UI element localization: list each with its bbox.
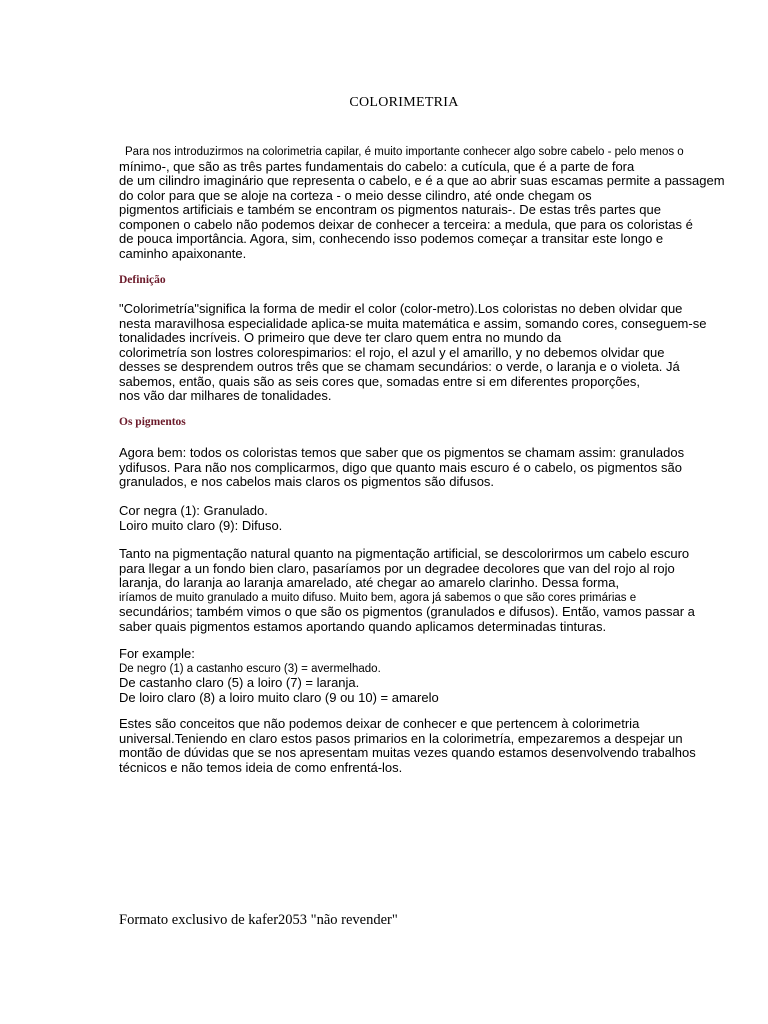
definicao-line: "Colorimetría"significa la forma de medir el color (color-metro).Los coloristas no deben olvidar que	[119, 301, 683, 316]
pigmentos-line: Cor negra (1): Granulado.	[119, 503, 268, 518]
intro-paragraph	[119, 145, 725, 261]
definicao-line: tonalidades incríveis. O primeiro que deve ter claro quem entra no mundo da	[119, 330, 562, 345]
closing-line: técnicos e não temos ideia de como enfrentá-los.	[119, 759, 403, 775]
pigmentos-paragraph-1	[119, 446, 719, 490]
example-label: For example:	[119, 646, 195, 661]
section-heading-definicao: Definição	[119, 274, 166, 286]
pigmentos-line: laranja, do laranja ao laranja amarelado, até chegar ao amarelo clarinho. Dessa forma,	[119, 575, 620, 590]
definicao-line: desses se desprendem outros três que se chamam secundários: o verde, o laranja e o violeta. Já	[119, 359, 680, 374]
intro-line: componen o cabelo não podemos deixar de conhecer a terceira: a medula, que para os coloristas é	[119, 216, 693, 232]
pigmentos-line: granulados, e nos cabelos mais claros os pigmentos são difusos.	[119, 474, 495, 489]
definicao-line: colorimetría son lostres colorespimarios: el rojo, el azul y el amarillo, y no debemos olvidar que	[119, 344, 665, 360]
intro-line: Para nos introduzirmos na colorimetria capilar, é muito importante conhecer algo sobre cabelo - pelo menos o	[125, 146, 684, 158]
intro-line: de um cilindro imaginário que representa o cabelo, e é a que ao abrir suas escamas permite a passagem	[119, 173, 725, 188]
document-title: COLORIMETRIA	[349, 95, 459, 110]
definicao-line: sabemos, então, quais são as seis cores que, somadas entre si em diferentes proporções,	[119, 373, 641, 389]
pigmentos-line: secundários; também vimos o que são os pigmentos (granulados e difusos). Então, vamos passar a	[119, 604, 695, 619]
intro-line: pigmentos artificiais e também se encontram os pigmentos naturais-. De estas três partes que	[119, 202, 661, 217]
definicao-line: nos vão dar milhares de tonalidades.	[119, 388, 332, 403]
intro-line: do color para que se aloje na corteza - o meio desse cilindro, até onde chegam os	[119, 187, 592, 203]
closing-line: universal.Teniendo en claro estos pasos primarios en la colorimetría, empezaremos a despejar un	[119, 730, 683, 746]
closing-line: Estes são conceitos que não podemos deixar de conhecer e que pertencem à colorimetria	[119, 716, 640, 731]
pigmentos-line: saber quais pigmentos estamos aportando quando aplicamos determinadas tinturas.	[119, 618, 607, 634]
definicao-line: nesta maravilhosa especialidade aplica-se muita matemática e assim, somando cores, conseguem-se	[119, 315, 707, 331]
pigmentos-line: ydifusos. Para não nos complicarmos, digo que quanto mais escuro é o cabelo, os pigmentos são	[119, 459, 682, 475]
closing-line: montão de dúvidas que se nos apresentam muitas vezes quando estamos desenvolvendo trabalhos	[119, 745, 696, 760]
pigmentos-paragraph-2	[119, 504, 719, 533]
pigmentos-line: iríamos de muito granulado a muito difuso. Muito bem, agora já sabemos o que são cores primárias e	[119, 591, 637, 604]
example-block	[119, 647, 719, 705]
intro-line: mínimo-, que são as três partes fundamentais do cabelo: a cutícula, que é a parte de fora	[119, 158, 635, 174]
pigmentos-line: Loiro muito claro (9): Difuso.	[119, 517, 283, 533]
document-footer: Formato exclusivo de kafer2053 "não revender"	[119, 912, 398, 928]
closing-paragraph	[119, 717, 719, 775]
pigmentos-line: Tanto na pigmentação natural quanto na pigmentação artificial, se descolorirmos um cabelo escuro	[119, 546, 690, 561]
example-line: De castanho claro (5) a loiro (7) = laranja.	[119, 675, 360, 690]
pigmentos-line: para llegar a un fondo bien claro, pasaríamos por un degradee decolores que van del rojo al rojo	[119, 560, 675, 576]
intro-line: de pouca importância. Agora, sim, conhecendo isso podemos começar a transitar este longo e	[119, 231, 664, 246]
intro-line: caminho apaixonante.	[119, 245, 247, 261]
pigmentos-paragraph-3	[119, 547, 719, 634]
section-heading-pigmentos: Os pigmentos	[119, 416, 186, 428]
pigmentos-line: Agora bem: todos os coloristas temos que saber que os pigmentos se chamam assim: granulados	[119, 445, 685, 460]
definicao-paragraph	[119, 302, 719, 404]
example-line: De loiro claro (8) a loiro muito claro (9 ou 10) = amarelo	[119, 689, 439, 705]
example-line: De negro (1) a castanho escuro (3) = avermelhado.	[119, 662, 381, 675]
